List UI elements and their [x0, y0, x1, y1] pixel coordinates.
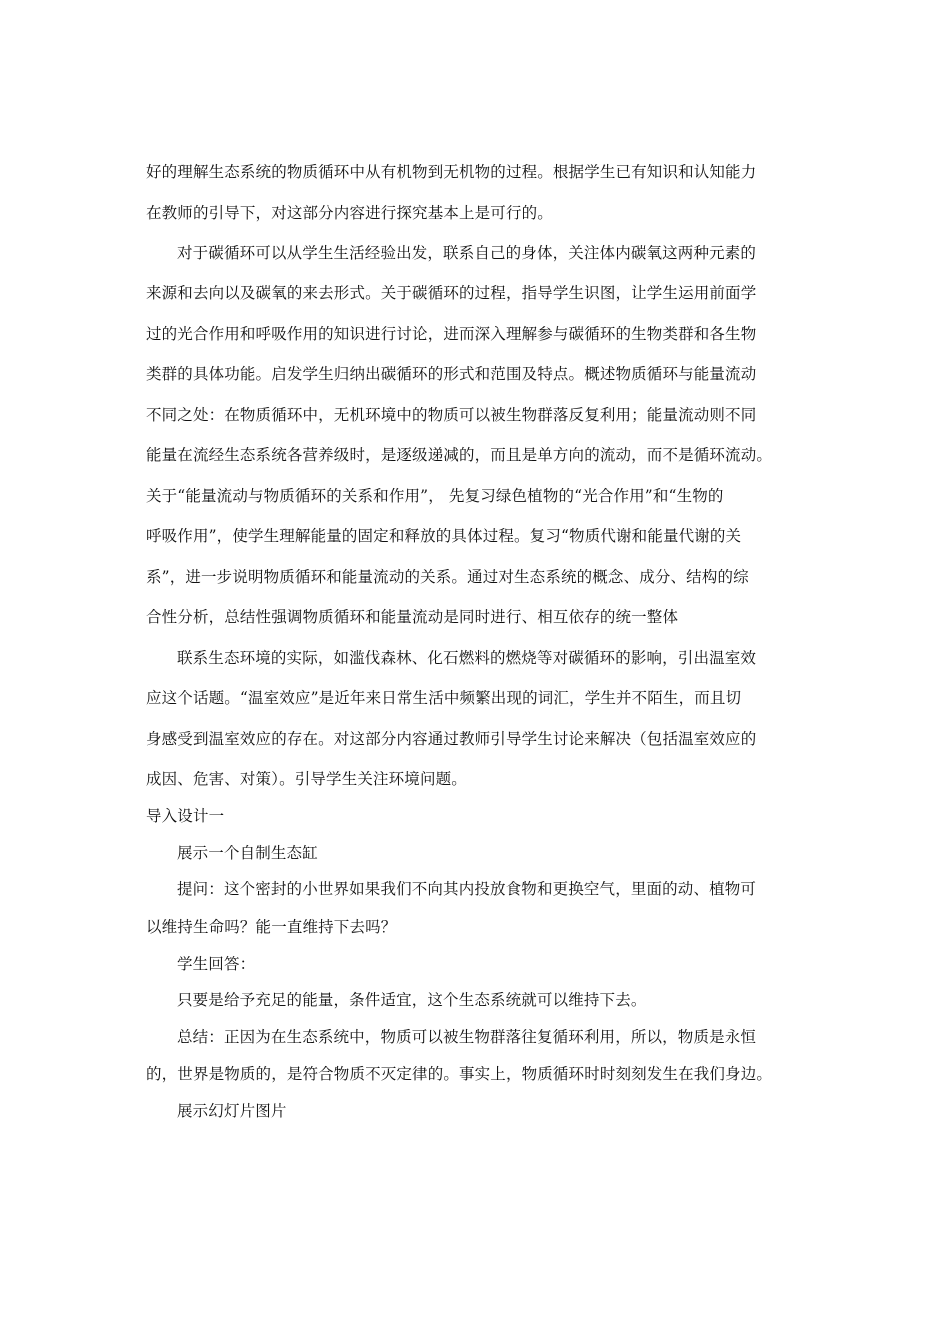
- text-line: 合性分析，总结性强调物质循环和能量流动是同时进行、相互依存的统一整体: [146, 608, 679, 626]
- text-line: 以维持生命吗？能一直维持下去吗？: [146, 918, 397, 936]
- text-line: 来源和去向以及碳氧的来去形式。关于碳循环的过程，指导学生识图，让学生运用前面学: [146, 284, 757, 302]
- text-line: 好的理解生态系统的物质循环中从有机物到无机物的过程。根据学生已有知识和认知能力: [146, 163, 757, 181]
- text-line: 展示幻灯片图片: [177, 1102, 287, 1120]
- text-line: 对于碳循环可以从学生生活经验出发，联系自己的身体，关注体内碳氧这两种元素的: [177, 244, 757, 262]
- text-line: 能量在流经生态系统各营养级时，是逐级递减的，而且是单方向的流动，而不是循环流动。: [146, 446, 773, 464]
- text-line: 的，世界是物质的，是符合物质不灭定律的。事实上，物质循环时时刻刻发生在我们身边。: [146, 1065, 773, 1083]
- text-line: 类群的具体功能。启发学生归纳出碳循环的形式和范围及特点。概述物质循环与能量流动: [146, 365, 757, 383]
- text-line: 过的光合作用和呼吸作用的知识进行讨论，进而深入理解参与碳循环的生物类群和各生物: [146, 325, 757, 343]
- text-line: 身感受到温室效应的存在。对这部分内容通过教师引导学生讨论来解决（包括温室效应的: [146, 730, 757, 748]
- text-line: 关于“能量流动与物质循环的关系和作用”， 先复习绿色植物的“光合作用”和“生物的: [146, 487, 724, 505]
- text-line: 呼吸作用”，使学生理解能量的固定和释放的具体过程。复习“物质代谢和能量代谢的关: [146, 527, 742, 545]
- text-line: 只要是给予充足的能量，条件适宜，这个生态系统就可以维持下去。: [177, 991, 647, 1009]
- text-line: 系”，进一步说明物质循环和能量流动的关系。通过对生态系统的概念、成分、结构的综: [146, 568, 749, 586]
- text-line: 总结：正因为在生态系统中，物质可以被生物群落往复循环利用，所以，物质是永恒: [177, 1028, 757, 1046]
- text-line: 在教师的引导下，对这部分内容进行探究基本上是可行的。: [146, 204, 553, 222]
- text-line: 提问：这个密封的小世界如果我们不向其内投放食物和更换空气，里面的动、植物可: [177, 880, 757, 898]
- text-line: 学生回答：: [177, 955, 256, 973]
- text-line: 不同之处：在物质循环中，无机环境中的物质可以被生物群落反复利用；能量流动则不同: [146, 406, 757, 424]
- text-line: 成因、危害、对策）。引导学生关注环境问题。: [146, 770, 467, 788]
- section-heading: 导入设计一: [146, 807, 225, 825]
- text-line: 应这个话题。“温室效应”是近年来日常生活中频繁出现的词汇，学生并不陌生，而且切: [146, 689, 742, 707]
- text-line: 展示一个自制生态缸: [177, 844, 318, 862]
- text-line: 联系生态环境的实际，如滥伐森林、化石燃料的燃烧等对碳循环的影响，引出温室效: [177, 649, 757, 667]
